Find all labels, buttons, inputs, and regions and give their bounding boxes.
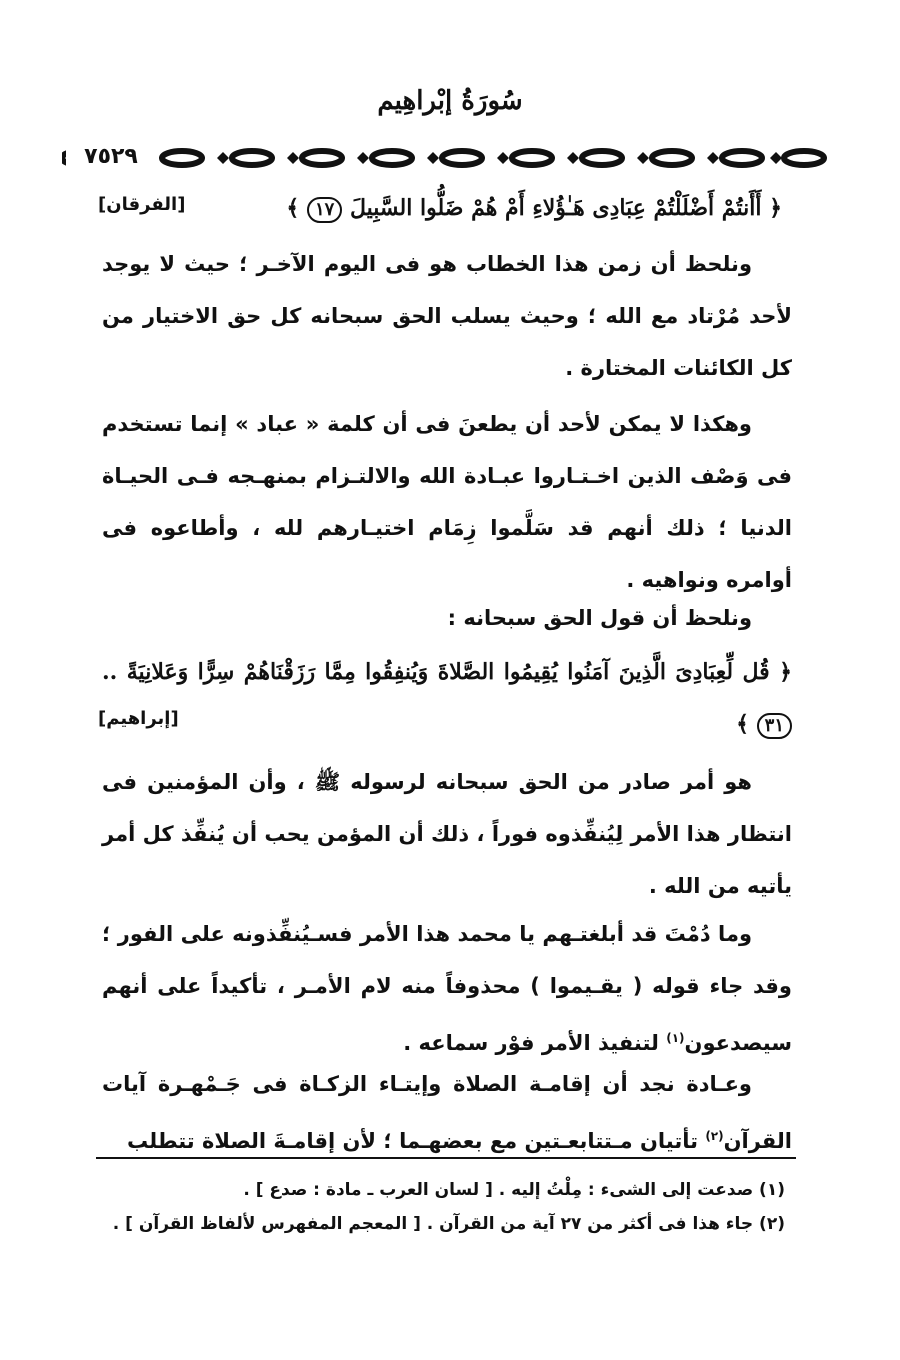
paragraph xyxy=(102,398,792,606)
verse-number: ١٧ xyxy=(307,197,342,223)
quran-verse xyxy=(102,646,792,750)
footnote-marker[interactable]: (٢) xyxy=(705,1129,724,1143)
paragraph xyxy=(102,908,792,1069)
paragraph-text: ونلحظ أن زمن هذا الخطاب هو فى اليوم الآخـر ؛ حيث لا يوجد لأحد مُرْتاد مع الله ؛ وحيث يسلب الحق سبحانه كل حق الاختيار من كل الكائنات المختارة . xyxy=(102,252,792,380)
footnote: (١) صدعت إلى الشىء : مِلْتُ إليه . [ لسان العرب ـ مادة : صدع ] . xyxy=(243,1180,785,1200)
verse-reference: [الفرقان] xyxy=(98,194,186,215)
paragraph-text: لتنفيذ الأمر فوْر سماعه . xyxy=(403,1031,659,1055)
verse-reference: [إبراهيم] xyxy=(98,708,179,729)
chain-ornament-icon xyxy=(62,140,830,176)
paragraph-text: وهكذا لا يمكن لأحد أن يطعنَ فى أن كلمة « عباد » إنما تستخدم فى وَصْف الذين اخـتـاروا عبـادة الله والالتـزام بمنهـجه فـى الحيـاة الدنيا ؛ ذلك أنهم قد سَلَّموا زِمَام اختيـارهم لله ، وأطاعوه فى أوامره ونواهيه . xyxy=(102,412,792,592)
header-chain-ornament xyxy=(62,140,830,176)
verse-close-bracket: ﴾ xyxy=(286,195,300,221)
paragraph-text: وعـادة نجد أن إقامـة الصلاة وإيتـاء الزكـاة فى جَـمْهـرة آيات القرآن xyxy=(102,1072,792,1153)
verse-number: ٣١ xyxy=(757,713,792,739)
footnote-divider xyxy=(96,1157,796,1159)
paragraph-text: وما دُمْتَ قد أبلغتـهم يا محمد هذا الأمر فسـيُنفِّذونه على الفور ؛ وقد جاء قوله ( يقـيموا ) محذوفاً منه لام الأمـر ، تأكيداً على أنهم سيصدعون xyxy=(102,922,792,1055)
verse-close-bracket: ﴾ xyxy=(736,711,749,737)
paragraph-text: تأتيان مـتتابعـتين مع بعضهـما ؛ لأن إقامـةَ الصلاة تتطلب xyxy=(126,1129,698,1153)
quran-verse xyxy=(286,182,782,234)
verse-text: ﴿ أَأَنتُمْ أَضْلَلْتُمْ عِبَادِى هَـٰؤُلاءِ أَمْ هُمْ ضَلُّوا السَّبِيلَ xyxy=(349,195,782,221)
footnote-marker[interactable]: (١) xyxy=(666,1031,685,1045)
surah-title: سُورَةُ إبْراهِيم xyxy=(377,86,523,116)
footnote: (٢) جاء هذا فى أكثر من ٢٧ آية من القرآن . [ المعجم المفهرس لألفاظ القرآن ] . xyxy=(112,1214,785,1234)
paragraph xyxy=(102,592,792,644)
paragraph-text: ونلحظ أن قول الحق سبحانه : xyxy=(447,606,752,630)
verse-text: ﴿ قُل لِّعِبَادِىَ الَّذِينَ آمَنُوا يُقِيمُوا الصَّلاةَ وَيُنفِقُوا مِمَّا رَزَقْنَاهُمْ سِرًّا وَعَلانِيَةً .. xyxy=(102,659,792,685)
paragraph xyxy=(102,1058,792,1167)
page-number: ٧٥٢٩ xyxy=(66,144,156,169)
paragraph xyxy=(102,238,792,394)
paragraph-text: هو أمر صادر من الحق سبحانه لرسوله ﷺ ، وأن المؤمنين فى انتظار هذا الأمر لِيُنفِّذوه فوراً ، ذلك أن المؤمن يحب أن يُنفِّذ كل أمر يأتيه من الله . xyxy=(102,770,792,898)
paragraph xyxy=(102,756,792,912)
